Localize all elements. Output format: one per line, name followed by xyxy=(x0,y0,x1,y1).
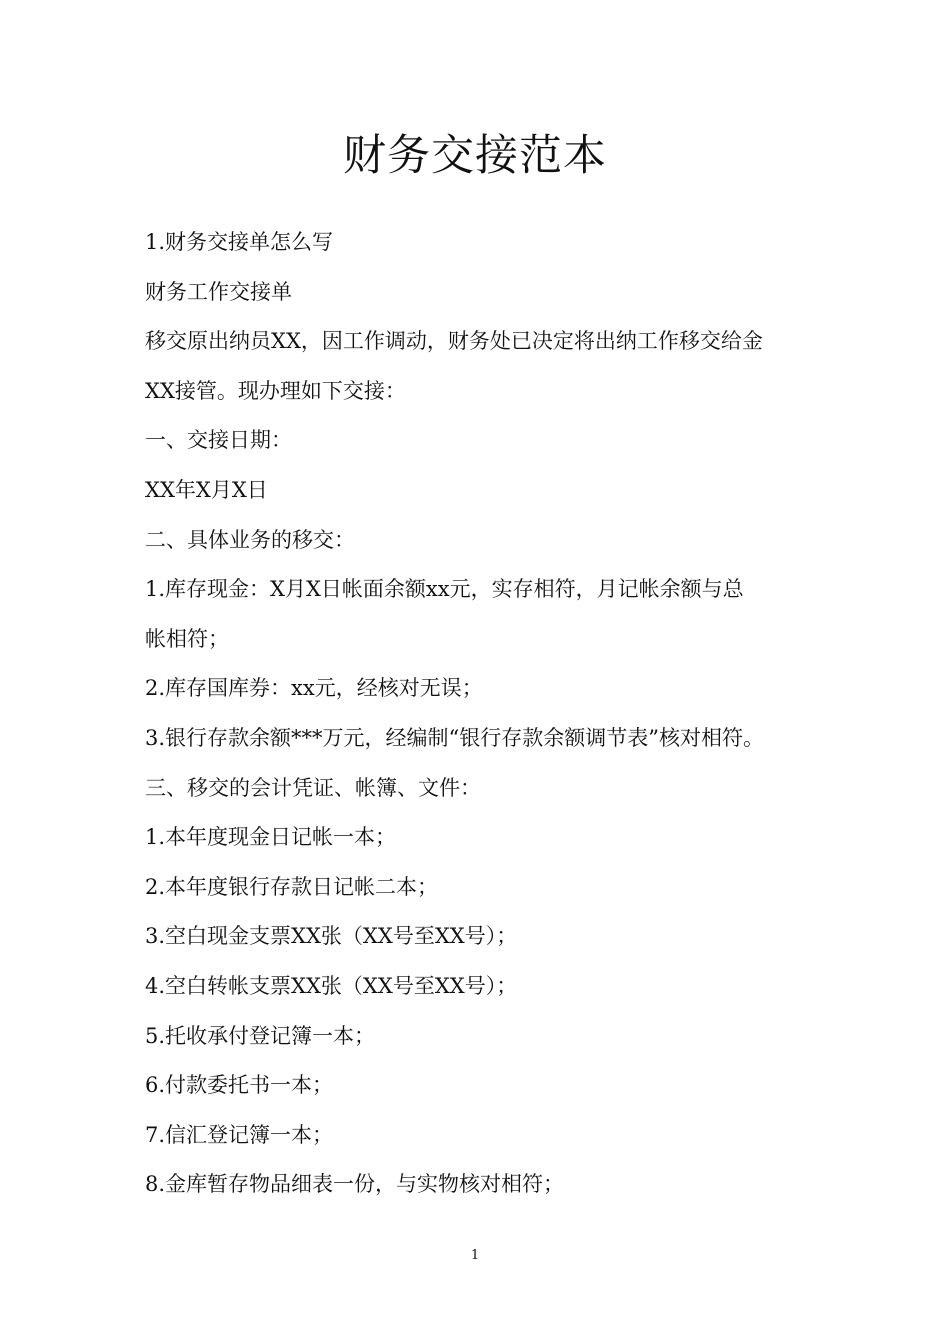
paragraph-line: 8.金库暂存物品细表一份，与实物核对相符； xyxy=(145,1172,565,1197)
paragraph-line: XX年X月X日 xyxy=(145,477,268,502)
paragraph-line: 6.付款委托书一本； xyxy=(145,1073,334,1098)
paragraph-line: 4.空白转帐支票XX张（XX号至XX号）； xyxy=(145,973,518,998)
paragraph-line: 3.银行存款余额***万元，经编制“银行存款余额调节表”核对相符。 xyxy=(145,725,765,750)
paragraph-line: 一、交接日期： xyxy=(145,428,292,453)
paragraph-line: 2.库存国库券：xx元，经核对无误； xyxy=(145,676,483,701)
document-title: 财务交接范本 xyxy=(343,131,607,181)
paragraph-line: 1.库存现金：X月X日帐面余额xx元，实存相符，月记帐余额与总 xyxy=(145,577,744,602)
page-number: 1 xyxy=(470,1248,480,1263)
paragraph-line: 5.托收承付登记簿一本； xyxy=(145,1023,376,1048)
paragraph-line: 1.本年度现金日记帐一本； xyxy=(145,825,397,850)
paragraph-line: XX接管。现办理如下交接： xyxy=(145,378,406,403)
paragraph-line: 移交原出纳员XX，因工作调动，财务处已决定将出纳工作移交给金 xyxy=(145,329,763,354)
paragraph-line: 1.财务交接单怎么写 xyxy=(145,230,334,254)
paragraph-line: 财务工作交接单 xyxy=(145,279,292,304)
paragraph-line: 帐相符； xyxy=(145,626,229,651)
paragraph-line: 三、移交的会计凭证、帐簿、文件： xyxy=(145,775,481,800)
paragraph-line: 7.信汇登记簿一本； xyxy=(145,1122,334,1147)
document-body xyxy=(145,218,845,1210)
paragraph-line: 2.本年度银行存款日记帐二本； xyxy=(145,874,439,899)
paragraph-line: 3.空白现金支票XX张（XX号至XX号）； xyxy=(145,924,518,949)
paragraph-line: 二、具体业务的移交： xyxy=(145,527,355,552)
